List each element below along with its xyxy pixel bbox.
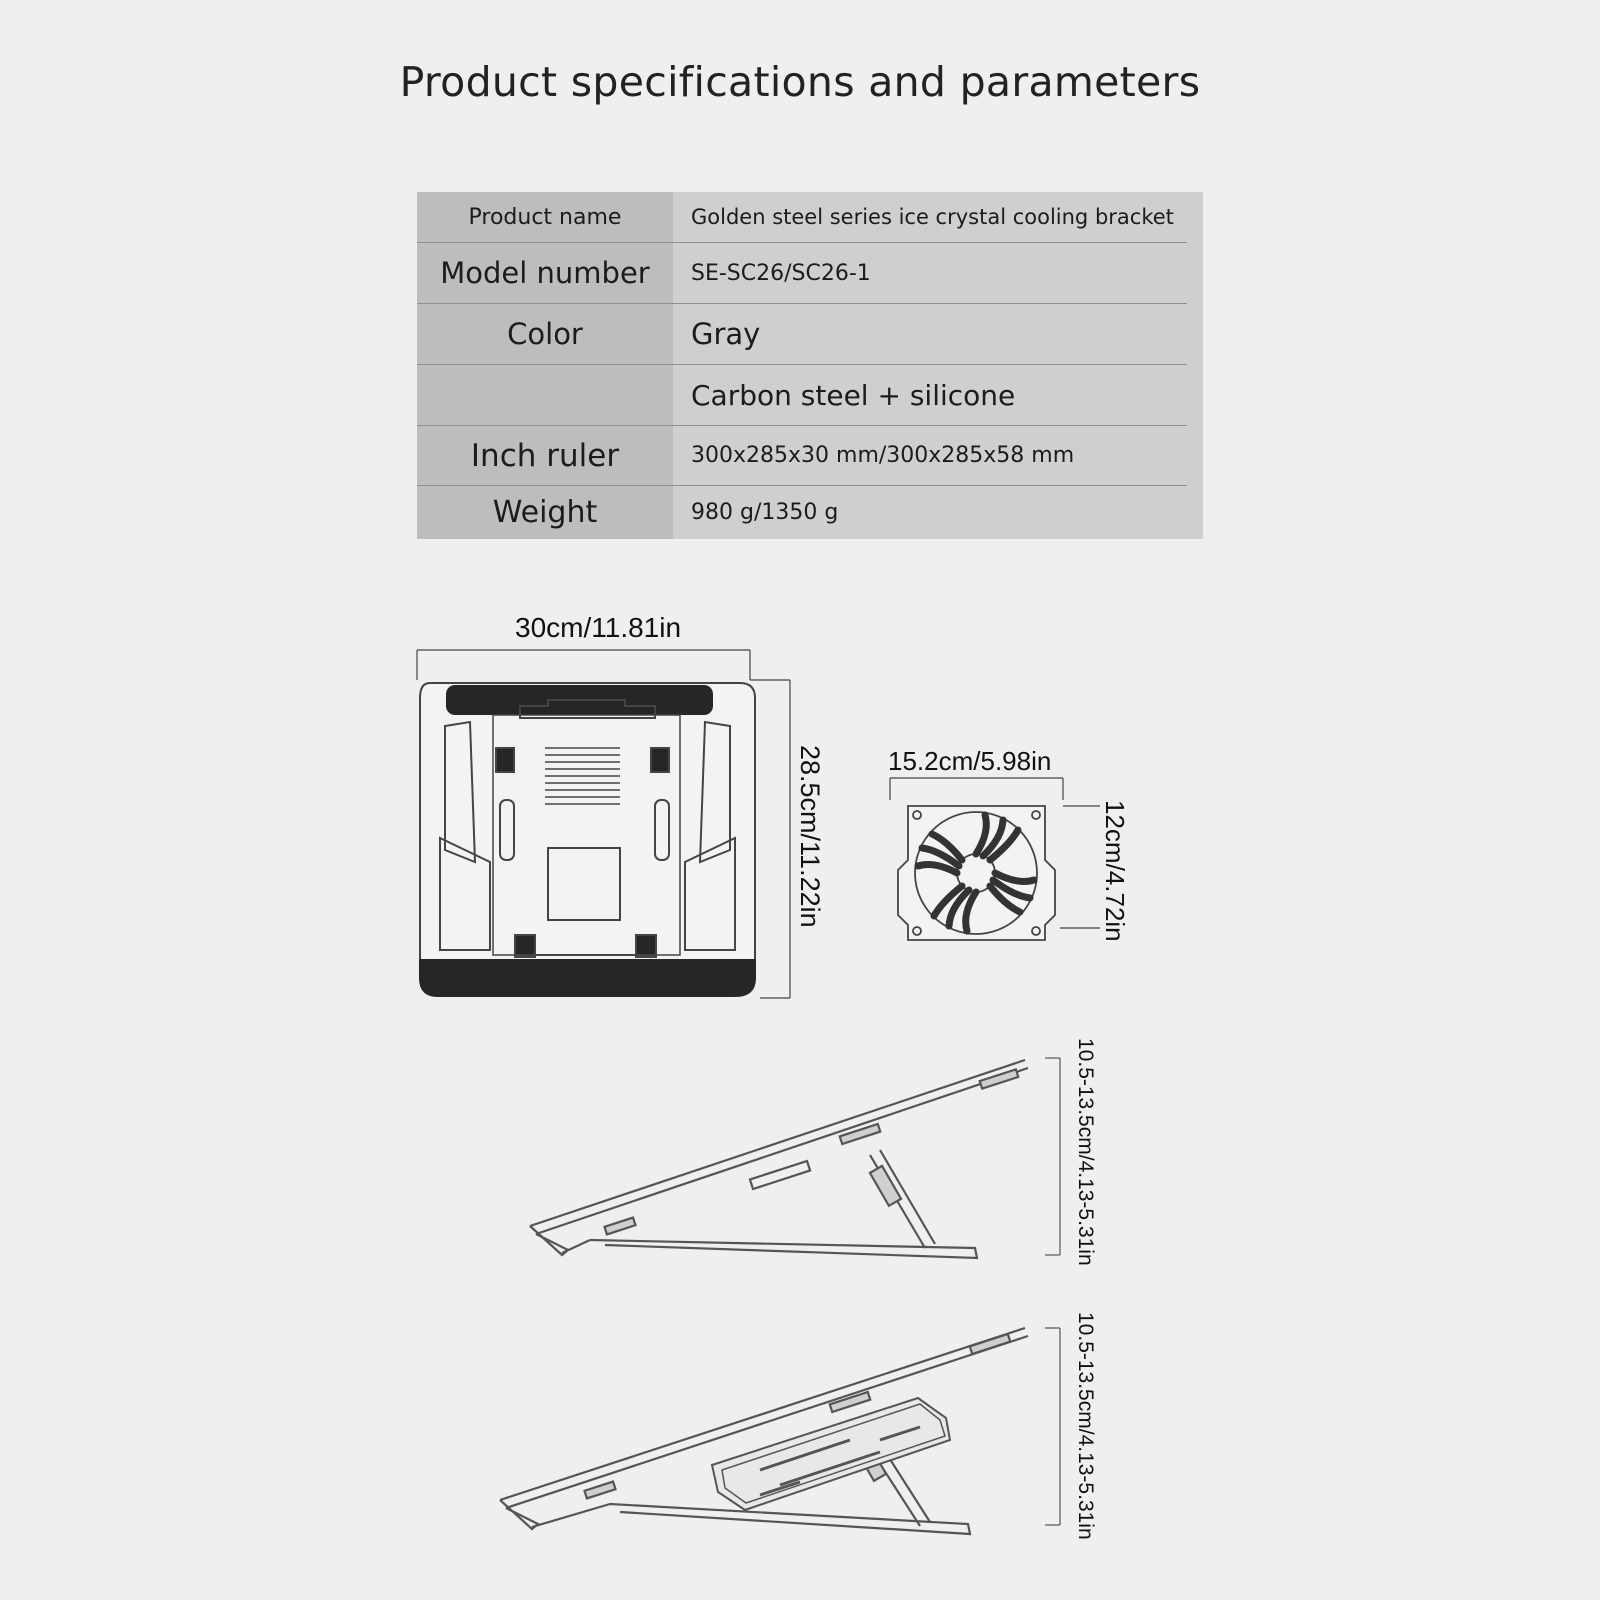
page-title: Product specifications and parameters [399, 58, 1201, 106]
stand-side-view-open [530, 1058, 1060, 1258]
stand-top-view [417, 650, 790, 998]
spec-value-model-number: SE-SC26/SC26-1 [673, 243, 1187, 304]
spec-label-color: Color [417, 304, 673, 365]
fan-height-label: 12cm/4.72in [1100, 800, 1130, 942]
side-height-label-2: 10.5-13.5cm/4.13-5.31in [1074, 1312, 1097, 1540]
spec-label-product-name: Product name [417, 192, 673, 243]
spec-label-weight: Weight [417, 486, 673, 539]
side-height-label-1: 10.5-13.5cm/4.13-5.31in [1074, 1038, 1097, 1266]
spec-value-material: Carbon steel + silicone [673, 365, 1187, 426]
stand-width-label: 30cm/11.81in [515, 612, 682, 643]
spec-label-model-number: Model number [417, 243, 673, 304]
fan-top-view [890, 778, 1100, 940]
spec-value-weight: 980 g/1350 g [691, 500, 839, 525]
stand-side-view-with-fan [500, 1328, 1060, 1534]
spec-value-color: Gray [673, 304, 1187, 365]
spec-value-product-name: Golden steel series ice crystal cooling bracket [673, 192, 1187, 243]
stand-depth-label: 28.5cm/11.22in [795, 745, 825, 928]
fan-width-label: 15.2cm/5.98in [888, 746, 1052, 776]
spec-value-inch-ruler: 300x285x30 mm/300x285x58 mm [673, 426, 1187, 486]
spec-label-inch-ruler: Inch ruler [417, 426, 673, 486]
